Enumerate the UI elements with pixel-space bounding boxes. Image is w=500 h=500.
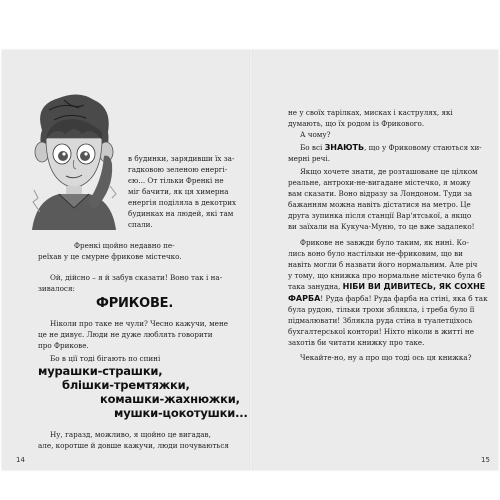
creepy-line: блішки-тремтяжки, <box>62 378 190 392</box>
town-name-heading: ФРИКОВЕ. <box>96 296 174 311</box>
page-number-left: 14 <box>16 456 25 464</box>
right-text-line: мерні речі. <box>288 154 331 163</box>
nibi-emphasis: НІБИ ВИ ДИВИТЕСЬ, ЯК СОХНЕ <box>342 282 486 291</box>
left-text-line: міг бачити, як ця химерна <box>128 187 229 196</box>
right-text-line: реальне, антрохи-не-вигадане містечко, я можу <box>288 178 471 187</box>
left-text-line: але, коротше й довше кажучи, люди почуваються <box>38 441 229 450</box>
znayut-emphasis: ЗНАЮТЬ <box>324 143 365 152</box>
right-text-line-znayut <box>300 143 482 152</box>
right-text-line: Якщо хочете знати, де розташоване це цілком <box>300 167 478 176</box>
left-text-line: енергія поділяла в декотрих <box>128 198 237 207</box>
right-text-line: вам сказати. Воно відразу за Лондоном. Туди за <box>288 189 473 198</box>
left-text-line: Ніколи про таке не чули? Чесно кажучи, мене <box>50 319 228 328</box>
left-text-line: Ой, дійсно – я й забув сказати! Воно так і на- <box>50 273 223 282</box>
left-text-line: Френкі щойно недавно пе- <box>74 241 175 250</box>
right-text-line: Фрикове не завжди було таким, як нині. Ко- <box>300 238 469 247</box>
znayut-suffix: , що у Фриковому стаються хи- <box>364 143 482 152</box>
creepy-line: мурашки-страшки, <box>38 364 163 378</box>
right-text-line: навіть могли б назвати його нормальним. Але річ <box>288 260 478 269</box>
right-text-line: друга зупинка після станції Вар'ятської, а якщо <box>288 211 472 220</box>
right-text-line: ви заїхали на Кукуча-Муню, то це вже задалеко! <box>288 222 475 231</box>
left-text-line: це не дивує. Люди не дуже люблять говорити <box>38 330 213 339</box>
right-text-line-nibi <box>288 282 485 291</box>
nibi-prefix: така занудна, <box>288 282 343 291</box>
left-text-line: єю... От тільки Френкі не <box>128 176 224 185</box>
right-text-line: у тому, що книжка про нормальне містечко була б <box>288 271 482 280</box>
farba-suffix: ! Руда фарба! Руда фарба на стіні, яка б так <box>320 294 488 303</box>
page-number-right: 15 <box>481 456 490 464</box>
left-text-line: реїхав у це смурне фрикове містечко. <box>38 252 182 261</box>
left-text-line: Бо в ції тоді бігають по спині <box>50 354 161 363</box>
creepy-line: комашки-жахнюжки, <box>100 392 240 406</box>
creepy-line: мушки-цокотушки... <box>114 406 248 420</box>
left-text-line: Ну, гаразд, можливо, я щойно це вигадав, <box>50 430 211 439</box>
right-text-line: бажанням можна навіть дістатися на метро. Це <box>288 200 471 209</box>
right-text-line: думають, що їх родом із Фрикового. <box>288 119 425 128</box>
right-page <box>253 50 498 470</box>
left-text-line: зивалося: <box>38 284 75 293</box>
left-text-line: спали. <box>128 220 153 229</box>
left-text-line: в будинки, зарядивши їх за- <box>128 154 235 163</box>
right-text-line: Чекайте-но, ну а про що тоді ось ця книжка? <box>300 353 472 362</box>
farba-emphasis: ФАРБА <box>288 294 321 303</box>
right-text-line: захотів би читати книжку про таке. <box>288 338 425 347</box>
left-text-line: гадковою зеленою енергі- <box>128 165 228 174</box>
right-text-line: бухгалтерської контори! Ніхто ніколи в житті не <box>288 327 474 336</box>
right-text-line: була рудою, тільки трохи збляклa, і треба було її <box>288 305 475 314</box>
right-text-line: підмалювати! Збляклa руда стіна в туалетціхось <box>288 316 473 325</box>
left-page <box>2 50 250 470</box>
right-text-line: лись воно було настільки не-фриковим, що ви <box>288 249 463 258</box>
left-text-line: будинках на людей, які там <box>128 209 234 218</box>
boy-illustration <box>24 90 124 230</box>
left-text-line: про Фрикове. <box>38 341 89 350</box>
book-spread <box>2 50 498 470</box>
right-text-line: А чому? <box>300 130 331 139</box>
right-text-line-farba <box>288 294 488 303</box>
znayut-prefix: Бо всі <box>300 143 325 152</box>
right-text-line: не у своїх тарілках, мисках і каструлях, які <box>288 108 453 117</box>
